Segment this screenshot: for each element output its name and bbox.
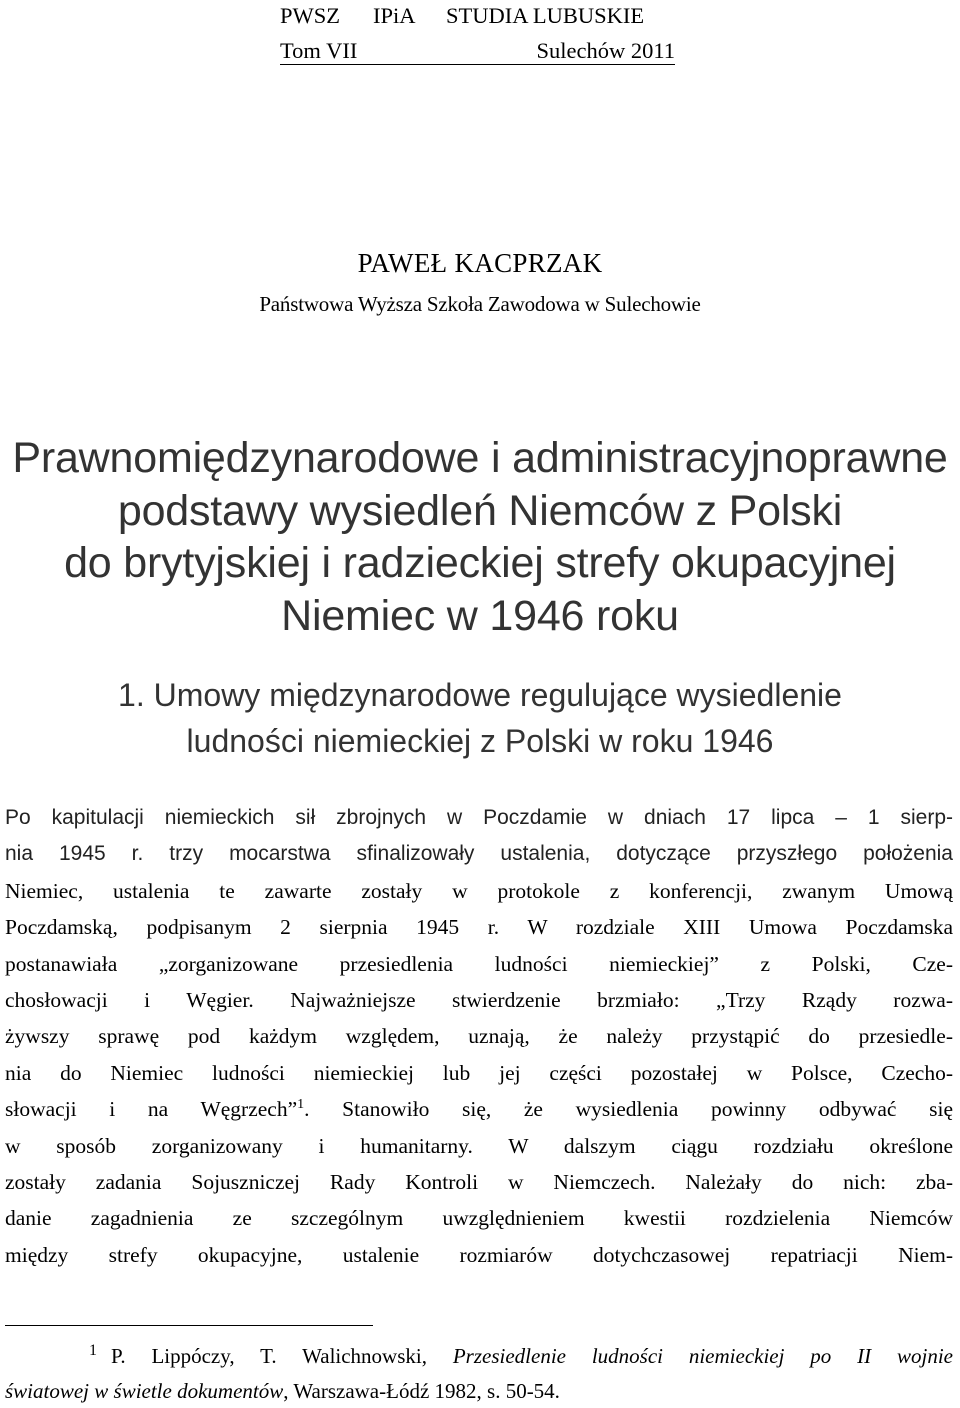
header-publisher-1: PWSZ: [280, 3, 341, 28]
body-text: [5, 800, 953, 1273]
journal-header-volume: [280, 37, 675, 65]
body-line: nia do Niemiec ludności niemieckiej lub jej części pozostałej w Polsce, Czecho-: [5, 1060, 953, 1085]
title-line: Prawnomiędzynarodowe i administracyjnoprawne: [12, 434, 948, 482]
footnote-title-part1: Przesiedlenie ludności niemieckiej po II wojnie: [452, 1344, 953, 1368]
body-line: postanawiała „zorganizowane przesiedlenia ludności niemieckiej” z Polski, Cze-: [5, 951, 953, 976]
body-line: zostały zadania Sojuszniczej Rady Kontroli w Niemczech. Należały do nich: zba-: [5, 1170, 953, 1195]
article-title: [0, 432, 960, 642]
footnote: [5, 1340, 953, 1408]
section-heading-line: 1. Umowy międzynarodowe regulujące wysiedlenie: [118, 677, 842, 713]
body-line: chosłowacji i Węgier. Najważniejsze stwierdzenie brzmiało: „Trzy Rządy rozwa-: [5, 988, 953, 1013]
author-affiliation: Państwowa Wyższa Szkoła Zawodowa w Sulechowie: [259, 292, 701, 316]
footnote-number: 1: [89, 1342, 97, 1359]
body-line: Niemiec, ustalenia te zawarte zostały w protokole z konferencji, zwanym Umową: [5, 878, 953, 903]
footnote-author: P. Lippóczy, T. Walichnowski,: [111, 1344, 427, 1368]
body-line: Po kapitulacji niemieckich sił zbrojnych w Poczdamie w dniach 17 lipca – 1 sierp-: [5, 806, 953, 829]
section-heading: [0, 672, 960, 764]
body-line: między strefy okupacyjne, ustalenie rozmiarów dotychczasowej repatriacji Niem-: [5, 1242, 953, 1267]
body-line: Poczdamską, podpisanym 2 sierpnia 1945 r. W rozdziale XIII Umowa Poczdamska: [5, 915, 953, 940]
body-line: żywszy sprawę pod każdym względem, uznają, że należy przystąpić do przesiedle-: [5, 1024, 953, 1049]
header-volume: Tom VII: [280, 38, 358, 63]
quote-end: słowacji i na Węgrzech”: [5, 1097, 298, 1122]
footnote-separator: [5, 1325, 373, 1326]
header-publisher-2: IPiA: [373, 3, 416, 28]
body-line-rest: . Stanowiło się, że wysiedlenia powinny odbywać się: [304, 1097, 953, 1122]
body-line: w sposób zorganizowany i humanitarny. W dalszym ciągu rozdziału określone: [5, 1133, 953, 1158]
body-line: danie zagadnienia ze szczególnym uwzględnieniem kwestii rozdzielenia Niemców: [5, 1206, 953, 1231]
footnote-ref[interactable]: 1: [297, 1097, 305, 1113]
header-publisher-3: STUDIA LUBUSKIE: [446, 3, 645, 28]
body-line: nia 1945 r. trzy mocarstwa sfinalizowały ustalenia, dotyczące przyszłego położenia: [5, 842, 953, 866]
title-line: do brytyjskiej i radzieckiej strefy okupacyjnej: [64, 539, 896, 587]
body-line: [5, 1091, 953, 1127]
footnote-line: [5, 1340, 953, 1375]
title-line: podstawy wysiedleń Niemców z Polski: [117, 486, 843, 535]
author-name: PAWEŁ KACPRZAK: [357, 248, 603, 278]
footnote-line: [5, 1375, 953, 1408]
section-heading-line: ludności niemieckiej z Polski w roku 1946: [186, 723, 774, 759]
title-line: Niemiec w 1946 roku: [281, 591, 679, 640]
footnote-title-part2: światowej w świetle dokumentów: [5, 1379, 284, 1403]
footnote-rest: , Warszawa-Łódź 1982, s. 50-54.: [283, 1379, 560, 1403]
header-place-year: Sulechów 2011: [536, 38, 675, 63]
